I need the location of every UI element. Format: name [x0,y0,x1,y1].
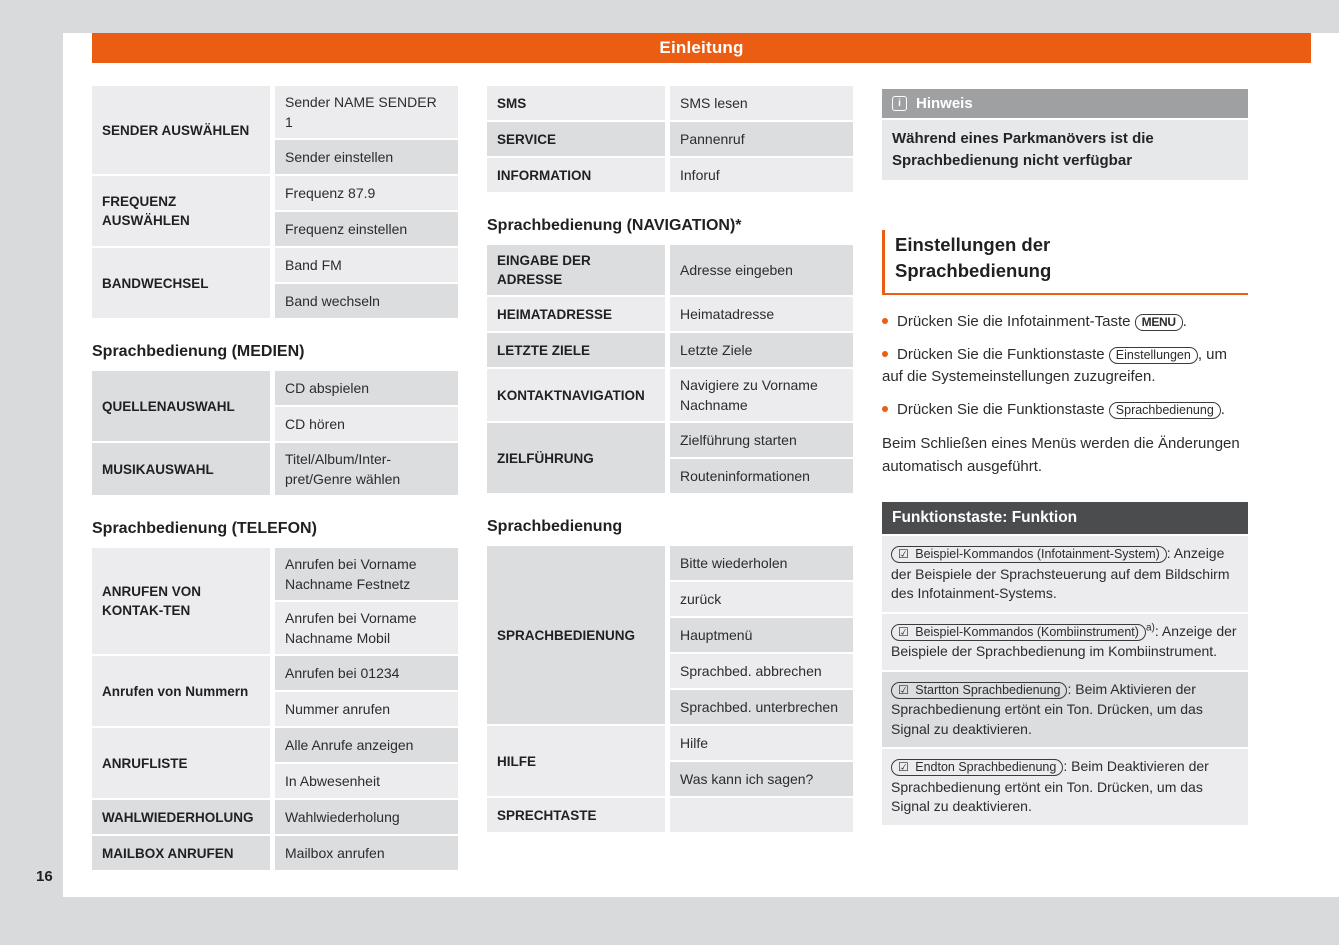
instruction-bullet: Drücken Sie die Infotainment-Taste MENU . [882,311,1248,333]
voice-command-cell: Frequenz 87.9 [275,176,458,210]
column-right [882,86,1248,870]
function-key-button: MENU [1135,314,1183,331]
voice-command-cell: Band FM [275,248,458,282]
function-key-button: ☑ Startton Sprachbedienung [891,682,1067,699]
settings-paragraph: Beim Schließen eines Menüs werden die Änderungen automatisch ausgeführt. [882,435,1240,475]
voice-command-cell: CD hören [275,407,458,441]
voice-command-cell: Hauptmenü [670,618,853,652]
voice-command-cell: Wahlwiederholung [275,800,458,834]
command-category-cell: ANRUFEN VON KONTAK-TEN [92,548,270,654]
voice-command-cell: Anrufen bei 01234 [275,656,458,690]
medien-commands-table [92,371,458,495]
voice-command-cell: In Abwesenheit [275,764,458,798]
checkbox-checked-icon: ☑ [898,760,909,774]
function-key-button: ☑ Beispiel-Kommandos (Kombiinstrument) [891,624,1146,641]
function-key-button: Sprachbedienung [1109,402,1221,419]
voice-command-cell: Inforuf [670,158,853,192]
hinweis-body-text: Während eines Parkmanövers ist die Sprachbedienung nicht verfügbar [882,120,1248,180]
command-category-cell: BANDWECHSEL [92,248,270,318]
command-category-cell: SPRECHTASTE [487,798,665,832]
navigation-commands-table [487,245,853,493]
checkbox-checked-icon: ☑ [898,547,909,561]
command-category-cell: SERVICE [487,122,665,156]
instruction-bullet: Drücken Sie die Funktionstaste Sprachbedienung . [882,399,1248,421]
section-heading-telefon: Sprachbedienung (TELEFON) [92,520,317,537]
voice-command-cell: Zielführung starten [670,423,853,457]
info-icon-glyph: i [898,97,901,109]
instruction-bullet-list [882,311,1248,421]
voice-command-cell: Mailbox anrufen [275,836,458,870]
section-heading-sprachbedienung: Sprachbedienung [487,518,623,535]
page-number: 16 [36,868,53,885]
page-header-banner [92,33,1311,63]
command-category-cell: FREQUENZ AUSWÄHLEN [92,176,270,246]
function-table-row: ☑ Beispiel-Kommandos (Infotainment-System) : Anzeige der Beispiele der Sprachsteuerung auf dem Bildschirm des Infotainment-Systems. [882,536,1248,612]
voice-command-cell: SMS lesen [670,86,853,120]
command-category-cell: ANRUFLISTE [92,728,270,798]
footnote-marker: a) [1145,621,1155,633]
section-heading-navigation: Sprachbedienung (NAVIGATION)* [487,217,742,234]
command-category-cell: MUSIKAUSWAHL [92,443,270,495]
voice-command-cell: Sender einstellen [275,140,458,174]
voice-command-cell [670,798,853,832]
command-category-cell: Anrufen von Nummern [92,656,270,726]
voice-command-cell: Titel/Album/Interpret/Genre wählen [275,443,458,495]
voice-command-cell: Nummer anrufen [275,692,458,726]
sprachbedienung-commands-table [487,546,853,832]
voice-command-cell: Was kann ich sagen? [670,762,853,796]
voice-command-cell: Sprachbed. unterbrechen [670,690,853,724]
settings-heading [882,230,1248,295]
function-key-table [882,502,1248,825]
hinweis-header [882,89,1248,118]
function-table-row: ☑ Beispiel-Kommandos (Kombiinstrument) $^{a)}$: Anzeige der Beispiele der Sprachbedienung im Kombiinstrument. [882,614,1248,670]
function-table-row: ☑ Endton Sprachbedienung : Beim Deaktivieren der Sprachbedienung ertönt ein Ton. Drücken, um das Signal zu deaktivieren. [882,749,1248,825]
bullet-icon [882,318,888,324]
section-heading-medien: Sprachbedienung (MEDIEN) [92,343,305,360]
function-key-button: Einstellungen [1109,347,1198,364]
voice-command-cell: Anrufen bei Vorname Nachname Mobil [275,602,458,654]
command-category-cell: MAILBOX ANRUFEN [92,836,270,870]
column-middle [487,86,853,870]
manual-page [63,33,1339,897]
checkbox-checked-icon: ☑ [898,682,909,697]
hinweis-title: Hinweis [916,95,973,112]
hinweis-note [882,89,1248,180]
voice-command-cell: Hilfe [670,726,853,760]
radio-commands-table [92,86,458,318]
voice-command-cell: Sender NAME SENDER 1 [275,86,458,138]
bullet-icon [882,351,888,357]
content-columns [92,86,1311,870]
function-table-header: Funktionstaste: Funktion [882,502,1248,534]
voice-command-cell: Alle Anrufe anzeigen [275,728,458,762]
command-category-cell: QUELLENAUSWAHL [92,371,270,441]
command-category-cell: HEIMATADRESSE [487,297,665,331]
function-key-button: ☑ Endton Sprachbedienung [891,759,1063,776]
voice-command-cell: Adresse eingeben [670,245,853,295]
voice-command-cell: Heimatadresse [670,297,853,331]
sms-commands-table [487,86,853,192]
voice-command-cell: Anrufen bei Vorname Nachname Festnetz [275,548,458,600]
voice-command-cell: Routeninformationen [670,459,853,493]
settings-heading-text: Einstellungen der Sprachbedienung [895,234,1052,281]
command-category-cell: LETZTE ZIELE [487,333,665,367]
command-category-cell: EINGABE DER ADRESSE [487,245,665,295]
command-category-cell: SENDER AUSWÄHLEN [92,86,270,174]
command-category-cell: WAHLWIEDERHOLUNG [92,800,270,834]
voice-command-cell: Pannenruf [670,122,853,156]
column-left [92,86,458,870]
voice-command-cell: Sprachbed. abbrechen [670,654,853,688]
checkbox-checked-icon: ☑ [898,624,909,639]
telefon-commands-table [92,548,458,870]
voice-command-cell: Navigiere zu Vorname Nachname [670,369,853,421]
command-category-cell: ZIELFÜHRUNG [487,423,665,493]
info-icon [892,96,907,111]
page-title: Einleitung [659,38,744,57]
function-table-row: ☑ Startton Sprachbedienung : Beim Aktivieren der Sprachbedienung ertönt ein Ton. Drücken, um das Signal zu deaktivieren. [882,672,1248,748]
voice-command-cell: Band wechseln [275,284,458,318]
instruction-bullet: Drücken Sie die Funktionstaste Einstellungen , um auf die Systemeinstellungen zuzugreifen. [882,346,1228,385]
command-category-cell: SMS [487,86,665,120]
voice-command-cell: CD abspielen [275,371,458,405]
command-category-cell: SPRACHBEDIENUNG [487,546,665,724]
function-table-rows [882,536,1248,825]
command-category-cell: HILFE [487,726,665,796]
function-key-button: ☑ Beispiel-Kommandos (Infotainment-System) [891,546,1167,563]
command-category-cell: KONTAKTNAVIGATION [487,369,665,421]
voice-command-cell: Frequenz einstellen [275,212,458,246]
voice-command-cell: Letzte Ziele [670,333,853,367]
bullet-icon [882,406,888,412]
voice-command-cell: Bitte wiederholen [670,546,853,580]
command-category-cell: INFORMATION [487,158,665,192]
voice-command-cell: zurück [670,582,853,616]
